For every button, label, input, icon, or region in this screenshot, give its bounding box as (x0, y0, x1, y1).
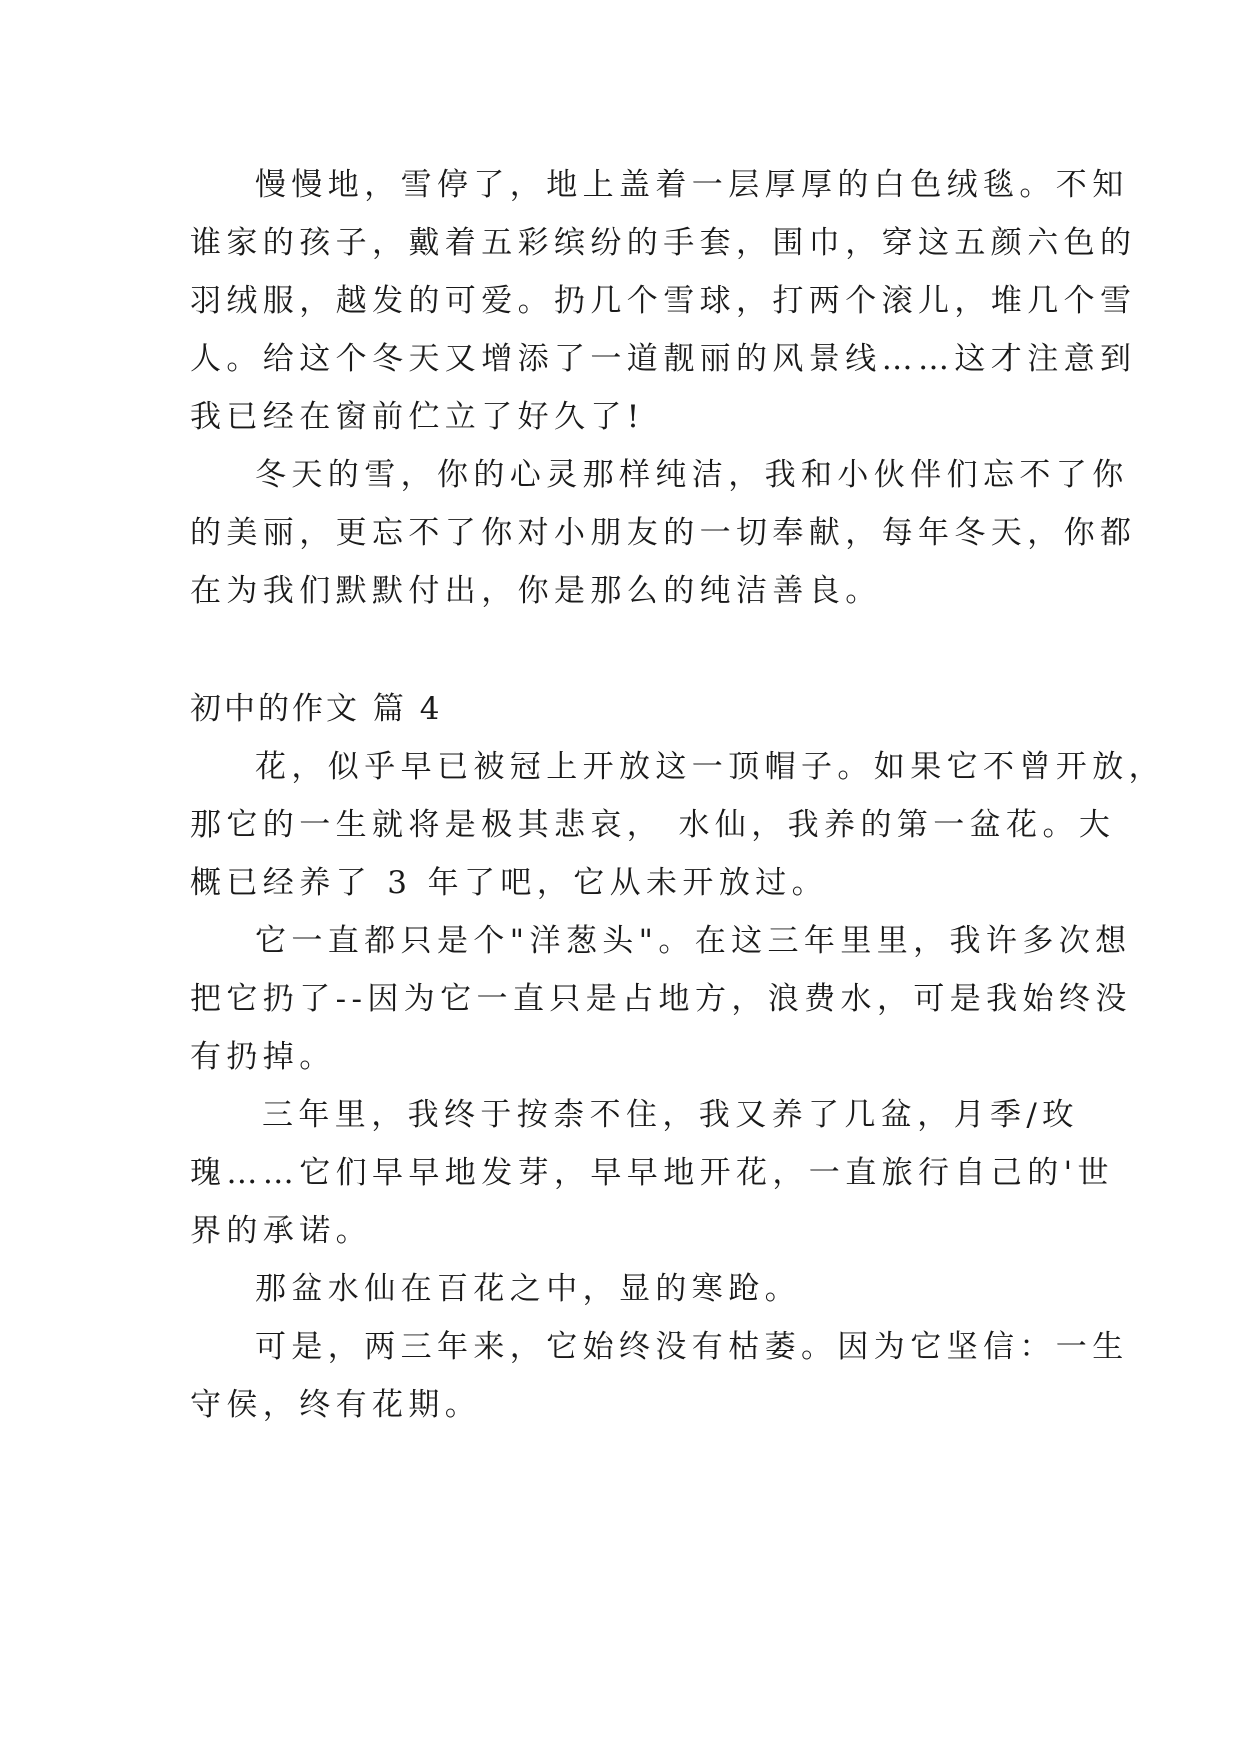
text-line: 有扔掉。 (190, 1039, 336, 1075)
section-heading: 初中的作文 篇 4 (190, 691, 443, 727)
text-line: 界的承诺。 (190, 1213, 372, 1249)
text-line: 那盆水仙在百花之中，显的寒跄。 (255, 1271, 801, 1307)
text-line: 可是，两三年来，它始终没有枯萎。因为它坚信：一生 (255, 1329, 1129, 1365)
text-line: 那它的一生就将是极其悲哀， 水仙，我养的第一盆花。大 (190, 807, 1116, 843)
text-line: 我已经在窗前伫立了好久了! (190, 399, 645, 435)
text-line: 三年里，我终于按柰不住，我又养了几盆，月季/玫 (262, 1097, 1079, 1133)
text-line: 慢慢地，雪停了，地上盖着一层厚厚的白色绒毯。不知 (255, 167, 1129, 203)
text-line: 概已经养了 3 年了吧，它从未开放过。 (190, 865, 829, 901)
text-line: 守侯，终有花期。 (190, 1387, 482, 1423)
text-line: 人。给这个冬天又增添了一道靓丽的风景线……这才注意到 (190, 341, 1137, 377)
text-line: 的美丽，更忘不了你对小朋友的一切奉献，每年冬天，你都 (190, 515, 1137, 551)
text-line: 冬天的雪，你的心灵那样纯洁，我和小伙伴们忘不了你 (255, 457, 1129, 493)
text-line: 羽绒服，越发的可爱。扔几个雪球，打两个滚儿，堆几个雪 (190, 283, 1137, 319)
text-line: 把它扔了--因为它一直只是占地方，浪费水，可是我始终没 (190, 981, 1132, 1017)
text-line: 在为我们默默付出，你是那么的纯洁善良。 (190, 573, 882, 609)
text-line: 瑰……它们早早地发芽，早早地开花，一直旅行自己的'世 (190, 1155, 1114, 1191)
text-line: 花，似乎早已被冠上开放这一顶帽子。如果它不曾开放， (255, 749, 1165, 785)
text-line: 它一直都只是个"洋葱头"。在这三年里里，我许多次想 (255, 923, 1132, 959)
text-line: 谁家的孩子，戴着五彩缤纷的手套，围巾，穿这五颜六色的 (190, 225, 1137, 261)
